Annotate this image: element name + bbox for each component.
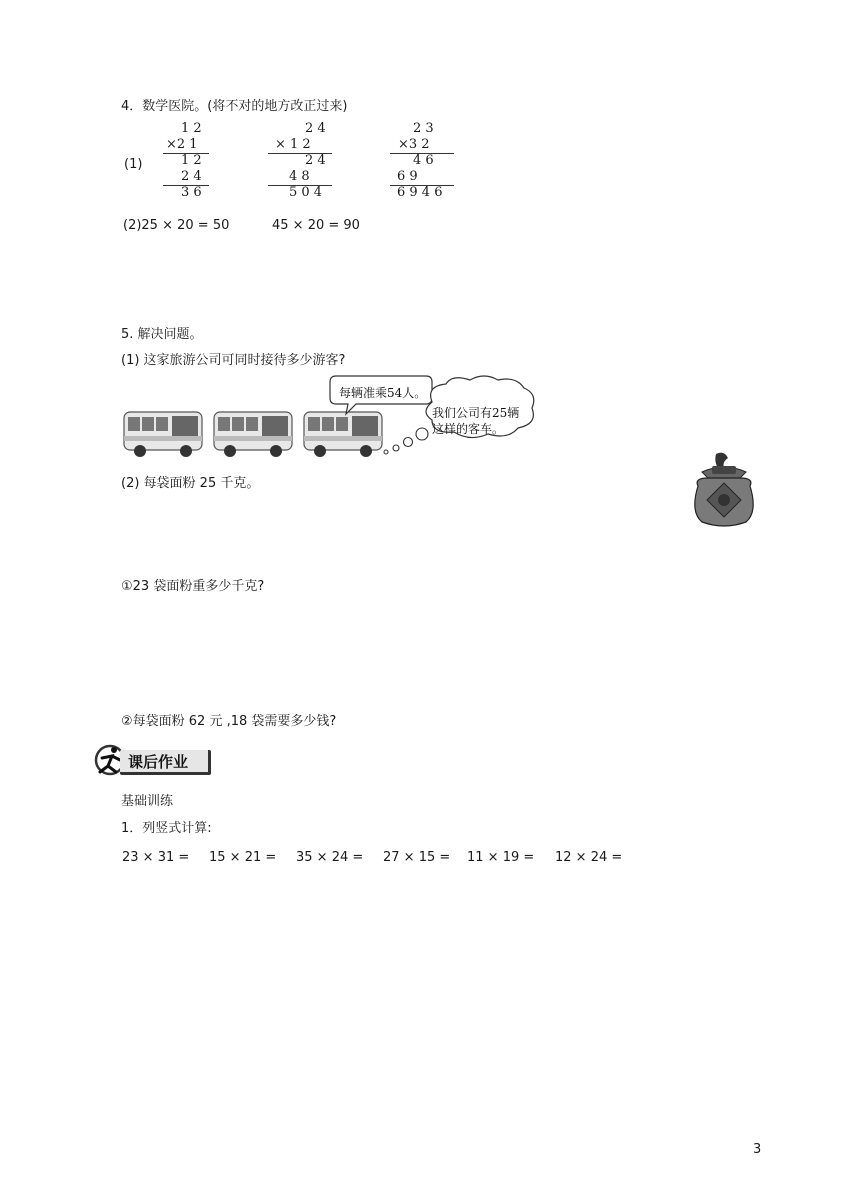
q4-part1-label: (1) bbox=[124, 157, 143, 172]
calc-a-line4: 2 4 bbox=[181, 169, 202, 184]
bubble-text-1: 每辆准乘54人。 bbox=[339, 386, 427, 400]
q5-title: 5. 解决问题。 bbox=[121, 327, 203, 342]
calc-c-line1: 2 3 bbox=[413, 121, 434, 136]
homework-expr-5: 11 × 19 = bbox=[467, 850, 535, 865]
q5-part1: (1) 这家旅游公司可同时接待多少游客? bbox=[121, 353, 346, 368]
homework-q1-title: 1．列竖式计算: bbox=[121, 821, 212, 836]
homework-expr-1: 23 × 31 = bbox=[122, 850, 190, 865]
calc-a-line3: 1 2 bbox=[181, 153, 202, 168]
calc-b-line1: 2 4 bbox=[305, 121, 326, 136]
calc-c-line2: ×3 2 bbox=[398, 137, 430, 152]
bubble-text-2-line1: 我们公司有25辆 bbox=[432, 406, 520, 420]
calc-c-line3: 4 6 bbox=[413, 153, 434, 168]
homework-banner-text: 课后作业 bbox=[128, 753, 189, 771]
calc-a-line5: 3 6 bbox=[181, 185, 202, 200]
bus-2-icon bbox=[214, 412, 292, 457]
bubble-text-2-line2: 这样的客车。 bbox=[432, 422, 505, 436]
q4-part2-expr-b: 45 × 20 = 90 bbox=[272, 218, 360, 233]
q5-sub2: ②每袋面粉 62 元 ,18 袋需要多少钱? bbox=[121, 714, 337, 729]
homework-expr-3: 35 × 24 = bbox=[296, 850, 364, 865]
calc-b-line3: 2 4 bbox=[305, 153, 326, 168]
homework-expr-6: 12 × 24 = bbox=[555, 850, 623, 865]
calc-b-line5: 5 0 4 bbox=[289, 185, 323, 200]
q4-title: 4．数学医院。(将不对的地方改正过来) bbox=[121, 99, 348, 114]
page-number: 3 bbox=[753, 1142, 762, 1157]
q5-sub1: ①23 袋面粉重多少千克? bbox=[121, 579, 265, 594]
calc-b-line2: × 1 2 bbox=[275, 137, 311, 152]
homework-expr-2: 15 × 21 = bbox=[209, 850, 277, 865]
q4-part2-expr-a: (2)25 × 20 = 50 bbox=[123, 218, 230, 233]
calc-c-line4: 6 9 bbox=[397, 169, 418, 184]
bus-1-icon bbox=[124, 412, 202, 457]
calc-a-line2: ×2 1 bbox=[166, 137, 198, 152]
flour-sack-icon bbox=[688, 452, 760, 528]
bus-3-icon bbox=[304, 412, 382, 457]
homework-expr-4: 27 × 15 = bbox=[383, 850, 451, 865]
homework-banner bbox=[90, 744, 212, 776]
q5-part2: (2) 每袋面粉 25 千克。 bbox=[121, 476, 260, 491]
calc-c-line5: 6 9 4 6 bbox=[397, 185, 443, 200]
calc-b-line4: 4 8 bbox=[289, 169, 310, 184]
calc-a-line1: 1 2 bbox=[181, 121, 202, 136]
homework-section-label: 基础训练 bbox=[121, 794, 174, 809]
